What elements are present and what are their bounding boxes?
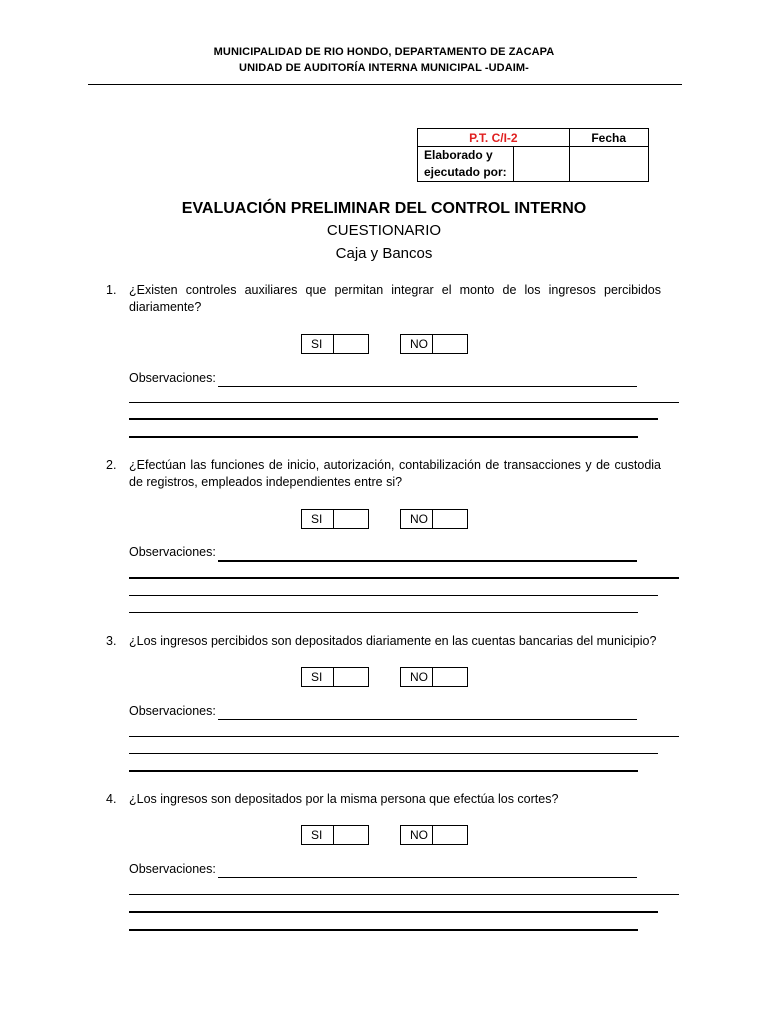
yes-label: SI — [302, 510, 334, 528]
yes-checkbox[interactable] — [301, 509, 369, 529]
question-text: ¿Existen controles auxiliares que permitan integrar el monto de los ingresos percibidos diariamente? — [129, 283, 661, 314]
observaciones-label: Observaciones: — [129, 704, 216, 718]
questionnaire-label: CUESTIONARIO — [326, 222, 442, 239]
observation-line[interactable] — [129, 595, 658, 596]
observation-line[interactable] — [129, 612, 638, 613]
yes-label: SI — [302, 826, 334, 844]
elaborado-label — [418, 147, 514, 182]
page-title: EVALUACIÓN PRELIMINAR DEL CONTROL INTERNO — [181, 200, 587, 217]
section-subtitle: Caja y Bancos — [335, 245, 433, 262]
header-divider — [88, 84, 682, 85]
observaciones-label: Observaciones: — [129, 371, 216, 385]
question-number: 4. — [106, 792, 117, 806]
reference-table — [417, 128, 649, 182]
question-text: ¿Los ingresos son depositados por la misma persona que efectúa los cortes? — [129, 792, 559, 806]
observation-line[interactable] — [218, 386, 637, 387]
observaciones-label: Observaciones: — [129, 545, 216, 559]
observation-line[interactable] — [218, 719, 637, 720]
yes-checkbox[interactable] — [301, 334, 369, 354]
question-number: 2. — [106, 458, 117, 472]
observation-line[interactable] — [129, 770, 638, 772]
observation-line[interactable] — [129, 929, 638, 931]
document-code: P.T. C/I-2 — [418, 129, 570, 147]
fecha-value-cell[interactable] — [569, 147, 648, 182]
observaciones-label: Observaciones: — [129, 862, 216, 876]
observation-line[interactable] — [129, 418, 658, 420]
observation-line[interactable] — [129, 753, 658, 754]
elaborado-line2: ejecutado por: — [424, 165, 507, 179]
question-number: 3. — [106, 634, 117, 648]
no-checkbox[interactable] — [400, 509, 468, 529]
observation-line[interactable] — [129, 736, 679, 737]
observation-line[interactable] — [129, 436, 638, 438]
no-checkbox[interactable] — [400, 825, 468, 845]
no-label: NO — [401, 510, 433, 528]
yes-checkbox[interactable] — [301, 825, 369, 845]
no-checkbox[interactable] — [400, 667, 468, 687]
question-text: ¿Los ingresos percibidos son depositados diariamente en las cuentas bancarias del municipio? — [129, 634, 657, 648]
observation-line[interactable] — [129, 577, 679, 579]
question-text: ¿Efectúan las funciones de inicio, autorización, contabilización de transacciones y de custodia de registros, empleados independientes entre si? — [129, 458, 661, 489]
fecha-label: Fecha — [569, 129, 648, 147]
yes-label: SI — [302, 668, 334, 686]
institution-name: MUNICIPALIDAD DE RIO HONDO, DEPARTAMENTO DE ZACAPA — [213, 46, 555, 58]
elaborado-value-cell[interactable] — [513, 147, 569, 182]
question-number: 1. — [106, 283, 117, 297]
yes-checkbox[interactable] — [301, 667, 369, 687]
no-label: NO — [401, 668, 433, 686]
no-checkbox[interactable] — [400, 334, 468, 354]
observation-line[interactable] — [129, 402, 679, 403]
unit-name: UNIDAD DE AUDITORÍA INTERNA MUNICIPAL -UDAIM- — [239, 62, 529, 74]
observation-line[interactable] — [218, 877, 637, 878]
observation-line[interactable] — [129, 911, 658, 913]
elaborado-line1: Elaborado y — [424, 148, 493, 162]
yes-label: SI — [302, 335, 334, 353]
no-label: NO — [401, 335, 433, 353]
observation-line[interactable] — [218, 560, 637, 562]
no-label: NO — [401, 826, 433, 844]
observation-line[interactable] — [129, 894, 679, 895]
